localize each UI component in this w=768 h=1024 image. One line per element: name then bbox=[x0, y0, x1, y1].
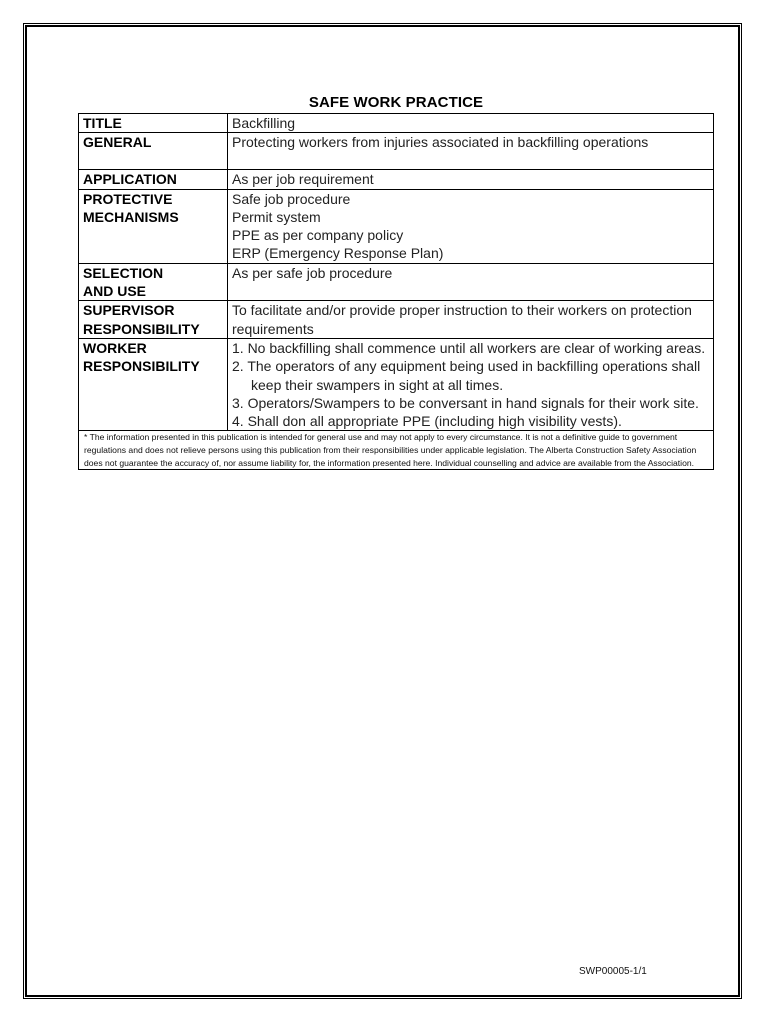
list-item: Safe job procedure bbox=[232, 190, 351, 207]
row-label-title: TITLE bbox=[79, 114, 228, 133]
row-value-worker bbox=[228, 338, 714, 430]
safe-work-practice-table bbox=[78, 113, 714, 470]
row-label-worker bbox=[79, 338, 228, 430]
label-line: SELECTION bbox=[83, 264, 164, 281]
row-value-protective-mechanisms bbox=[228, 189, 714, 263]
document-heading: SAFE WORK PRACTICE bbox=[308, 94, 484, 111]
disclaimer-text: * The information presented in this publication is intended for general use and may not apply to every circumstance. It is not a definitive guide to government regulations and does not relieve persons using this publication from their responsibilities under applicable legislation. The Alberta Construction Safety Association does not guarantee the accuracy of, nor assume liability for, the information presented here. Individual counselling and advice are available from the Association. bbox=[79, 431, 714, 470]
row-value-title: Backfilling bbox=[228, 114, 714, 133]
row-label-protective-mechanisms bbox=[79, 189, 228, 263]
label-line: RESPONSIBILITY bbox=[83, 358, 200, 375]
row-label-application: APPLICATION bbox=[79, 170, 228, 189]
row-value-supervisor: To facilitate and/or provide proper instruction to their workers on protection requirements bbox=[228, 301, 714, 339]
list-item: ERP (Emergency Response Plan) bbox=[232, 245, 444, 262]
label-line: AND USE bbox=[83, 283, 147, 300]
row-value-application: As per job requirement bbox=[228, 170, 714, 189]
row-value-general: Protecting workers from injuries associated in backfilling operations bbox=[228, 133, 714, 170]
document-code: SWP00005-1/1 bbox=[579, 966, 647, 977]
table-row-selection bbox=[79, 263, 714, 301]
table-row-application bbox=[79, 170, 714, 189]
list-item: 2. The operators of any equipment being used in backfilling operations shall keep their swampers in sight at all times. bbox=[232, 358, 701, 393]
label-line: PROTECTIVE bbox=[83, 190, 173, 207]
label-line: RESPONSIBILITY bbox=[83, 320, 200, 337]
list-item: Permit system bbox=[232, 208, 321, 225]
row-label-general: GENERAL bbox=[79, 133, 228, 170]
row-label-selection bbox=[79, 263, 228, 301]
table-row-general bbox=[79, 133, 714, 170]
row-label-supervisor bbox=[79, 301, 228, 339]
list-item: PPE as per company policy bbox=[232, 227, 404, 244]
list-item: 4. Shall don all appropriate PPE (including high visibility vests). bbox=[232, 413, 622, 430]
table-row-disclaimer bbox=[79, 431, 714, 470]
table-row-protective-mechanisms bbox=[79, 189, 714, 263]
table-row-worker bbox=[79, 338, 714, 430]
label-line: WORKER bbox=[83, 339, 147, 356]
list-item: 1. No backfilling shall commence until all workers are clear of working areas. bbox=[232, 339, 706, 356]
label-line: SUPERVISOR bbox=[83, 302, 175, 319]
list-item: 3. Operators/Swampers to be conversant in hand signals for their work site. bbox=[232, 394, 699, 411]
row-value-selection: As per safe job procedure bbox=[228, 263, 714, 301]
label-line: MECHANISMS bbox=[83, 208, 179, 225]
table-row-supervisor bbox=[79, 301, 714, 339]
table-row-title bbox=[79, 114, 714, 133]
